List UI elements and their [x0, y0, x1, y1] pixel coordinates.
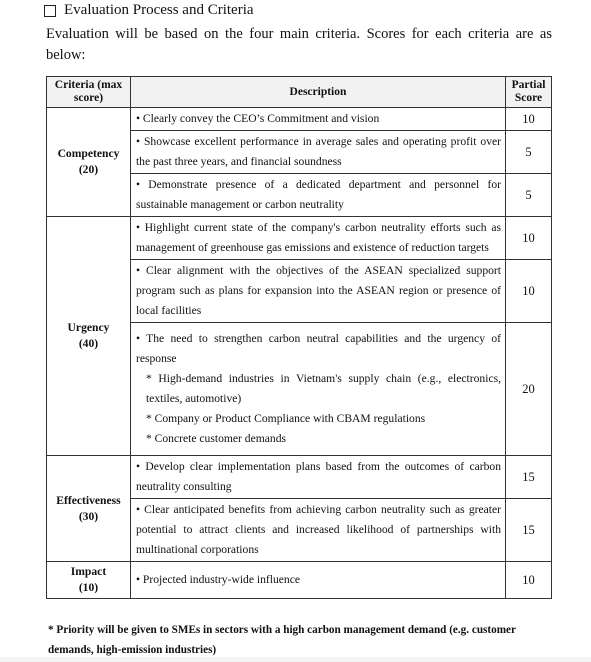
- section-heading: [44, 2, 254, 19]
- score-cell: 15: [506, 499, 552, 562]
- score-cell: 15: [506, 456, 552, 499]
- criteria-name: Impact: [70, 565, 107, 578]
- criteria-name: Effectiveness: [56, 493, 121, 507]
- criteria-cell-urgency: [47, 217, 131, 456]
- table-row: [47, 562, 552, 599]
- criteria-name: Competency: [57, 147, 120, 160]
- table-row: [47, 108, 552, 131]
- description-cell: • Clear anticipated benefits from achieving carbon neutrality such as greater potential to attract clients and increased likelihood of partnerships with multinational corporations: [130, 499, 505, 562]
- description-cell: • Projected industry-wide influence: [130, 562, 505, 599]
- criteria-name: Urgency: [67, 321, 110, 334]
- score-cell: 5: [506, 131, 552, 174]
- header-description: Description: [130, 77, 505, 108]
- page-bottom-band: [0, 657, 591, 662]
- description-cell: • Highlight current state of the company's carbon neutrality efforts such as management of greenhouse gas emissions and existence of reduction targets: [130, 217, 505, 260]
- criteria-cell-competency: [47, 108, 131, 217]
- criteria-cell-impact: [47, 562, 131, 599]
- checkbox-icon: [44, 5, 56, 17]
- subitem: * Company or Product Compliance with CBAM regulations: [145, 412, 426, 425]
- description-cell-with-subitems: [130, 323, 505, 456]
- criteria-table: [46, 76, 552, 599]
- criteria-cell-effectiveness: [47, 456, 131, 562]
- header-criteria: Criteria (max score): [47, 77, 131, 108]
- description-text: • The need to strengthen carbon neutral capabilities and the urgency of response: [135, 332, 502, 365]
- description-cell: • Showcase excellent performance in average sales and operating profit over the past three years, and financial soundness: [130, 131, 505, 174]
- description-cell: • Develop clear implementation plans based from the outcomes of carbon neutrality consulting: [130, 456, 505, 499]
- description-cell: • Clear alignment with the objectives of the ASEAN specialized support program such as plans for expansion into the ASEAN region or presence of local facilities: [130, 260, 505, 323]
- table-row: [47, 217, 552, 260]
- subitem: * High-demand industries in Vietnam's supply chain (e.g., electronics, textiles, automotive): [145, 372, 502, 405]
- table-row: [47, 456, 552, 499]
- criteria-max: (30): [78, 509, 99, 523]
- footnote: * Priority will be given to SMEs in sectors with a high carbon management demand (e.g. customer demands, high-emission industries): [48, 624, 516, 656]
- score-cell: 5: [506, 174, 552, 217]
- intro-paragraph: Evaluation will be based on the four main criteria. Scores for each criteria are as below:: [46, 26, 552, 63]
- score-cell: 10: [506, 217, 552, 260]
- score-cell: 10: [506, 562, 552, 599]
- header-score: Partial Score: [506, 77, 552, 108]
- description-cell: • Demonstrate presence of a dedicated department and personnel for sustainable management or carbon neutrality: [130, 174, 505, 217]
- score-cell: 20: [506, 323, 552, 456]
- criteria-max: (40): [78, 337, 99, 350]
- subitem: * Concrete customer demands: [145, 432, 287, 445]
- score-cell: 10: [506, 260, 552, 323]
- criteria-max: (20): [78, 163, 99, 176]
- section-title: Evaluation Process and Criteria: [64, 2, 254, 18]
- table-header-row: [47, 77, 552, 108]
- score-cell: 10: [506, 108, 552, 131]
- description-cell: • Clearly convey the CEO’s Commitment and vision: [130, 108, 505, 131]
- criteria-max: (10): [78, 581, 99, 594]
